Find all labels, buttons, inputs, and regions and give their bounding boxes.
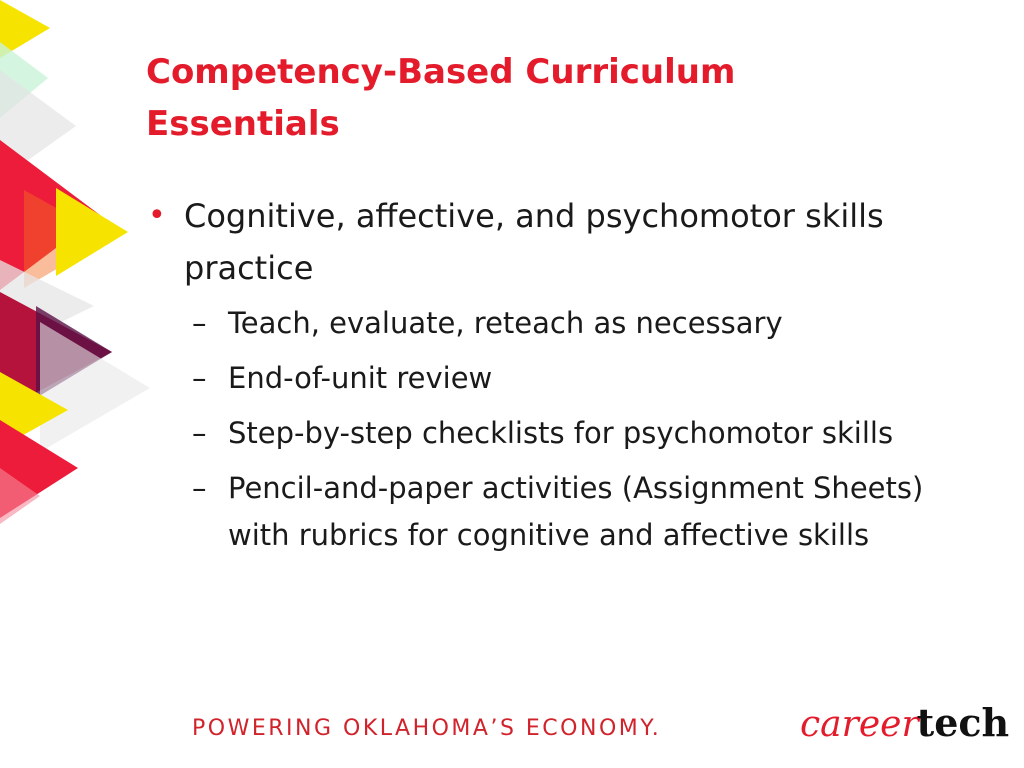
sub-bullet-text: End-of-unit review (228, 361, 493, 395)
careertech-logo (800, 700, 1009, 746)
bullet-item (148, 190, 988, 294)
sub-bullet-text: Pencil-and-paper activities (Assignment Sheets) with rubrics for cognitive and affective skills (228, 471, 924, 552)
sub-bullet-text: Step-by-step checklists for psychomotor skills (228, 416, 894, 450)
slide-title (146, 46, 866, 150)
bullet-list (148, 190, 988, 567)
sub-bullet-item (148, 410, 948, 457)
sub-bullet-item (148, 355, 948, 402)
bullet-text: Cognitive, affective, and psychomotor skills practice (184, 197, 884, 287)
bullet-marker: • (148, 198, 166, 233)
footer-tagline: POWERING OKLAHOMA’S ECONOMY. (192, 716, 662, 741)
decorative-triangles (0, 0, 160, 540)
logo-career-text: career (800, 704, 919, 745)
dash-marker: – (192, 471, 207, 505)
title-line-2: Essentials (146, 104, 340, 144)
sub-bullet-item (148, 300, 948, 347)
dash-marker: – (192, 306, 207, 340)
logo-tech-text: tech (916, 700, 1010, 745)
dash-marker: – (192, 416, 207, 450)
triangle-grey-low (40, 322, 150, 452)
dash-marker: – (192, 361, 207, 395)
sub-bullet-item (148, 465, 948, 559)
title-line-1: Competency-Based Curriculum (146, 52, 736, 92)
triangle-yellow-mid (56, 188, 128, 276)
sub-bullet-text: Teach, evaluate, reteach as necessary (228, 306, 783, 340)
